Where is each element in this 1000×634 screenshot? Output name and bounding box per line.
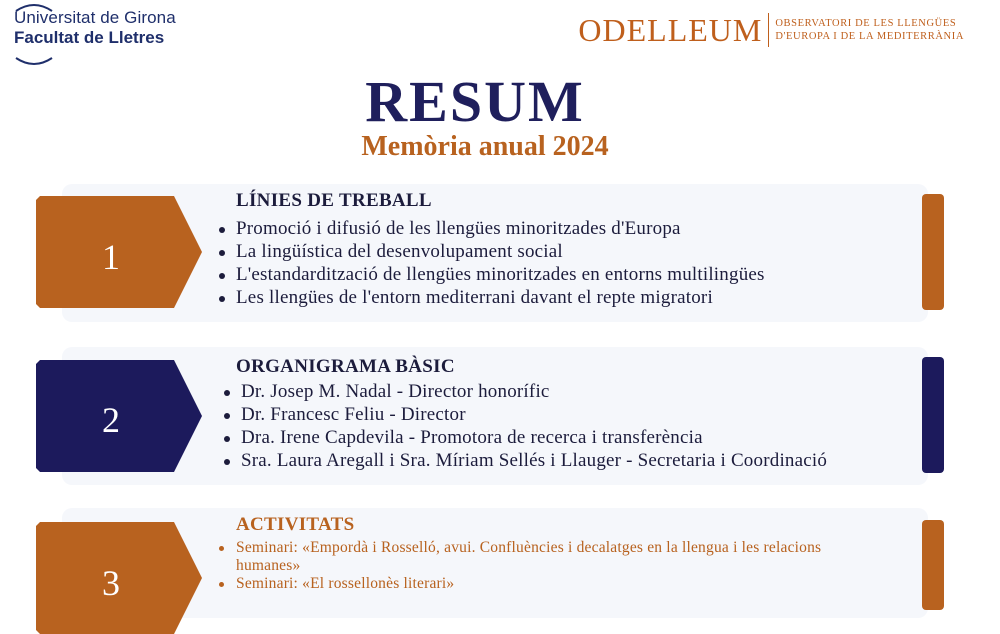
section-tab-1 — [922, 194, 944, 310]
section-list-1 — [216, 217, 765, 309]
university-name: Universitat de Girona — [14, 8, 176, 27]
list-item: Seminari: «Empordà i Rosselló, avui. Confluències i decalatges en la llengua i les relacions humanes» — [216, 539, 856, 575]
odelleum-subtitle-line2: D'EUROPA I DE LA MEDITERRÀNIA — [775, 31, 964, 42]
list-item: Dr. Francesc Feliu - Director — [221, 403, 827, 426]
list-item: Dr. Josep M. Nadal - Director honorífic — [221, 380, 827, 403]
university-arc-bottom-icon — [14, 56, 54, 68]
list-item: Promoció i difusió de les llengües minoritzades d'Europa — [216, 217, 765, 240]
list-item: La lingüística del desenvolupament social — [216, 240, 765, 263]
page-title: RESUM — [365, 69, 585, 134]
section-number-3: 3 — [102, 563, 120, 603]
brand-divider — [768, 13, 769, 47]
section-list-3 — [216, 539, 856, 593]
list-item: Sra. Laura Aregall i Sra. Míriam Sellés i Llauger - Secretaria i Coordinació — [221, 449, 827, 472]
section-number-2: 2 — [102, 400, 120, 440]
list-item: Seminari: «El rossellonès literari» — [216, 575, 856, 593]
section-heading-2: ORGANIGRAMA BÀSIC — [236, 356, 455, 377]
page-subtitle: Memòria anual 2024 — [361, 131, 609, 162]
section-number-1: 1 — [102, 237, 120, 277]
faculty-name: Facultat de Lletres — [14, 28, 165, 47]
odelleum-brand: ODELLEUM — [578, 12, 763, 48]
section-tab-2 — [922, 357, 944, 473]
section-heading-3: ACTIVITATS — [236, 514, 355, 535]
section-list-2 — [221, 380, 827, 472]
list-item: Les llengües de l'entorn mediterrani davant el repte migratori — [216, 286, 765, 309]
list-item: L'estandardització de llengües minoritzades en entorns multilingües — [216, 263, 765, 286]
odelleum-logo — [578, 12, 964, 48]
university-arc-top-icon — [14, 2, 54, 12]
section-heading-1: LÍNIES DE TREBALL — [236, 190, 432, 211]
university-logo — [14, 8, 176, 48]
odelleum-subtitle — [775, 17, 964, 43]
section-tab-3 — [922, 520, 944, 610]
list-item: Dra. Irene Capdevila - Promotora de recerca i transferència — [221, 426, 827, 449]
odelleum-subtitle-line1: OBSERVATORI DE LES LLENGÜES — [775, 18, 957, 29]
